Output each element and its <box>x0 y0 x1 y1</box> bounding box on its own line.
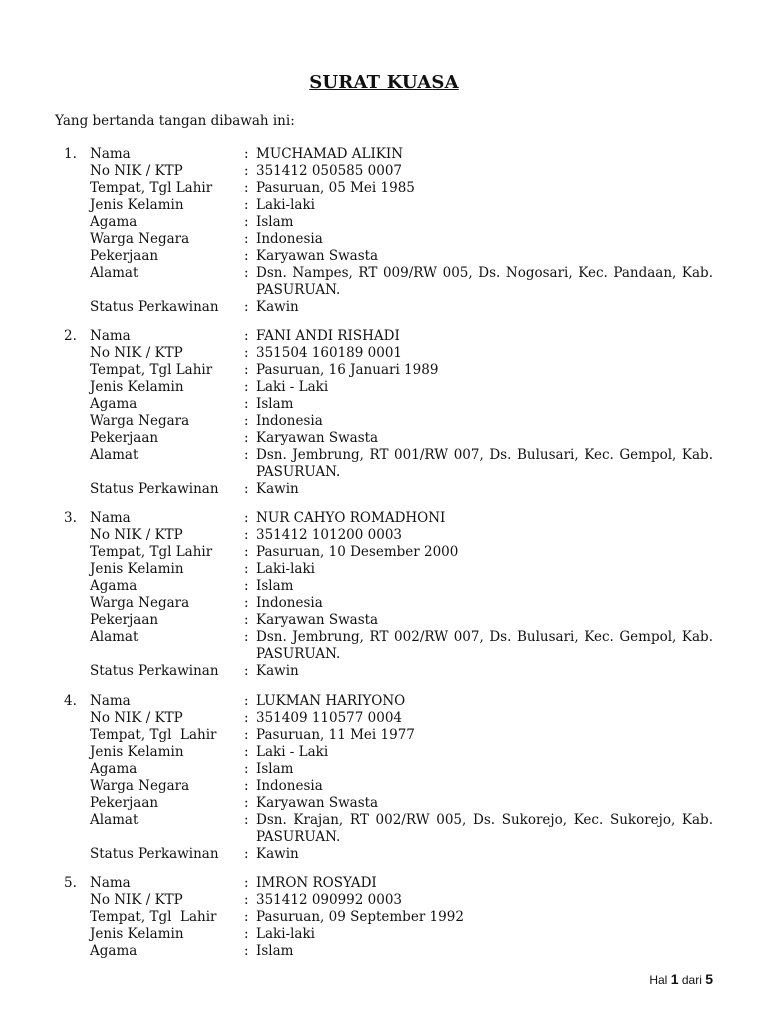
entry-number: 2. <box>64 328 77 344</box>
value-status: Kawin <box>256 846 299 862</box>
person-entry-4: 4. Nama : LUKMAN HARIYONO No NIK / KTP : 351409 110577 0004 Tempat, Tgl Lahir : Pasuruan, 11 Mei 1977 Jenis Kelamin : Laki - Laki Agama : Islam Warga Negara : Indonesia Pekerjaan : Karyawan Swasta Alamat : Dsn. Krajan, RT 002/RW 005, Ds. Sukorejo, Kec. Sukorejo, Kab. PASURUAN. Status Perkawinan : Kawin <box>64 693 713 862</box>
value-agama: Islam <box>256 578 294 594</box>
value-nama: NUR CAHYO ROMADHONI <box>256 510 446 526</box>
value-status: Kawin <box>256 663 299 679</box>
label-nama: Nama <box>90 328 131 344</box>
label-alamat: Alamat <box>90 265 139 281</box>
value-nama: LUKMAN HARIYONO <box>256 693 406 709</box>
value-nik: 351409 110577 0004 <box>256 710 403 726</box>
value-ttl: Pasuruan, 16 Januari 1989 <box>256 362 439 378</box>
label-agama: Agama <box>90 214 138 230</box>
value-ttl: Pasuruan, 05 Mei 1985 <box>256 180 415 196</box>
label-status: Status Perkawinan <box>90 481 219 497</box>
label-nik: No NIK / KTP <box>90 710 183 726</box>
person-entry-1: 1. Nama : MUCHAMAD ALIKIN No NIK / KTP : 351412 050585 0007 Tempat, Tgl Lahir : Pasuruan, 05 Mei 1985 Jenis Kelamin : Laki-laki Agama : Islam Warga Negara : Indonesia Pekerjaan : Karyawan Swasta Alamat : Dsn. Nampes, RT 009/RW 005, Ds. Nogosari, Kec. Pandaan, Kab. PASURUAN. Status Perkawinan : Kawin <box>64 146 713 315</box>
value-wn: Indonesia <box>256 413 323 429</box>
value-nik: 351412 090992 0003 <box>256 892 403 908</box>
value-jk: Laki-laki <box>256 197 315 213</box>
label-status: Status Perkawinan <box>90 299 219 315</box>
current-page-number: 1 <box>670 971 679 987</box>
label-nama: Nama <box>90 693 131 709</box>
page-footer <box>649 971 713 987</box>
footer-prefix: Hal <box>649 973 668 987</box>
label-ttl: Tempat, Tgl Lahir <box>90 362 213 378</box>
label-ttl: Tempat, Tgl Lahir <box>90 727 217 743</box>
entry-number: 3. <box>64 510 77 526</box>
label-nama: Nama <box>90 875 131 891</box>
value-nama: MUCHAMAD ALIKIN <box>256 146 404 162</box>
value-agama: Islam <box>256 214 294 230</box>
value-agama: Islam <box>256 761 294 777</box>
value-pekerjaan: Karyawan Swasta <box>256 430 379 446</box>
label-jk: Jenis Kelamin <box>90 379 184 395</box>
value-jk: Laki - Laki <box>256 744 329 760</box>
label-nama: Nama <box>90 146 131 162</box>
label-alamat: Alamat <box>90 812 139 828</box>
label-wn: Warga Negara <box>90 231 190 247</box>
value-nik: 351412 101200 0003 <box>256 527 403 543</box>
label-pekerjaan: Pekerjaan <box>90 795 159 811</box>
label-jk: Jenis Kelamin <box>90 926 184 942</box>
value-agama: Islam <box>256 943 294 959</box>
value-alamat: Dsn. Krajan, RT 002/RW 005, Ds. Sukorejo, Kec. Sukorejo, Kab. PASURUAN. <box>256 812 713 845</box>
value-nama: FANI ANDI RISHADI <box>256 328 400 344</box>
value-alamat: Dsn. Jembrung, RT 002/RW 007, Ds. Bulusari, Kec. Gempol, Kab. PASURUAN. <box>256 629 713 662</box>
person-entry-5: 5. Nama : IMRON ROSYADI No NIK / KTP : 351412 090992 0003 Tempat, Tgl Lahir : Pasuruan, 09 September 1992 Jenis Kelamin : Laki-laki Agama : Islam <box>0 875 768 960</box>
entry-number: 1. <box>64 146 77 162</box>
label-status: Status Perkawinan <box>90 846 219 862</box>
label-agama: Agama <box>90 943 138 959</box>
label-wn: Warga Negara <box>90 595 190 611</box>
person-entry-2: 2. Nama : FANI ANDI RISHADI No NIK / KTP : 351504 160189 0001 Tempat, Tgl Lahir : Pasuruan, 16 Januari 1989 Jenis Kelamin : Laki - Laki Agama : Islam Warga Negara : Indonesia Pekerjaan : Karyawan Swasta Alamat : Dsn. Jembrung, RT 001/RW 007, Ds. Bulusari, Kec. Gempol, Kab. PASURUAN. Status Perkawinan : Kawin <box>64 328 713 497</box>
label-alamat: Alamat <box>90 447 139 463</box>
value-ttl: Pasuruan, 09 September 1992 <box>256 909 464 925</box>
value-nik: 351412 050585 0007 <box>256 163 403 179</box>
label-wn: Warga Negara <box>90 778 190 794</box>
label-status: Status Perkawinan <box>90 663 219 679</box>
value-pekerjaan: Karyawan Swasta <box>256 795 379 811</box>
value-status: Kawin <box>256 481 299 497</box>
value-pekerjaan: Karyawan Swasta <box>256 612 379 628</box>
label-nik: No NIK / KTP <box>90 527 183 543</box>
value-jk: Laki-laki <box>256 561 315 577</box>
label-nik: No NIK / KTP <box>90 163 183 179</box>
intro-text: Yang bertanda tangan dibawah ini: <box>55 113 295 129</box>
value-pekerjaan: Karyawan Swasta <box>256 248 379 264</box>
label-pekerjaan: Pekerjaan <box>90 612 159 628</box>
entry-number: 5. <box>64 875 77 891</box>
value-nik: 351504 160189 0001 <box>256 345 403 361</box>
document-title: SURAT KUASA <box>309 72 459 93</box>
label-agama: Agama <box>90 761 138 777</box>
footer-middle: dari <box>681 973 702 987</box>
value-ttl: Pasuruan, 11 Mei 1977 <box>256 727 415 743</box>
value-jk: Laki-laki <box>256 926 315 942</box>
label-nik: No NIK / KTP <box>90 892 183 908</box>
label-agama: Agama <box>90 396 138 412</box>
label-ttl: Tempat, Tgl Lahir <box>90 909 217 925</box>
value-ttl: Pasuruan, 10 Desember 2000 <box>256 544 459 560</box>
value-nama: IMRON ROSYADI <box>256 875 377 891</box>
label-jk: Jenis Kelamin <box>90 561 184 577</box>
value-status: Kawin <box>256 299 299 315</box>
label-jk: Jenis Kelamin <box>90 744 184 760</box>
value-alamat: Dsn. Nampes, RT 009/RW 005, Ds. Nogosari, Kec. Pandaan, Kab. PASURUAN. <box>256 265 713 298</box>
label-ttl: Tempat, Tgl Lahir <box>90 544 213 560</box>
value-jk: Laki - Laki <box>256 379 329 395</box>
person-entry-3: 3. Nama : NUR CAHYO ROMADHONI No NIK / KTP : 351412 101200 0003 Tempat, Tgl Lahir : Pasuruan, 10 Desember 2000 Jenis Kelamin : Laki-laki Agama : Islam Warga Negara : Indonesia Pekerjaan : Karyawan Swasta Alamat : Dsn. Jembrung, RT 002/RW 007, Ds. Bulusari, Kec. Gempol, Kab. PASURUAN. Status Perkawinan : Kawin <box>64 510 713 679</box>
value-wn: Indonesia <box>256 778 323 794</box>
label-wn: Warga Negara <box>90 413 190 429</box>
label-pekerjaan: Pekerjaan <box>90 248 159 264</box>
value-wn: Indonesia <box>256 231 323 247</box>
label-ttl: Tempat, Tgl Lahir <box>90 180 213 196</box>
value-agama: Islam <box>256 396 294 412</box>
label-pekerjaan: Pekerjaan <box>90 430 159 446</box>
label-nik: No NIK / KTP <box>90 345 183 361</box>
label-nama: Nama <box>90 510 131 526</box>
label-jk: Jenis Kelamin <box>90 197 184 213</box>
label-agama: Agama <box>90 578 138 594</box>
entry-number: 4. <box>64 693 77 709</box>
value-wn: Indonesia <box>256 595 323 611</box>
label-alamat: Alamat <box>90 629 139 645</box>
total-page-count: 5 <box>705 971 713 987</box>
value-alamat: Dsn. Jembrung, RT 001/RW 007, Ds. Bulusari, Kec. Gempol, Kab. PASURUAN. <box>256 447 713 480</box>
